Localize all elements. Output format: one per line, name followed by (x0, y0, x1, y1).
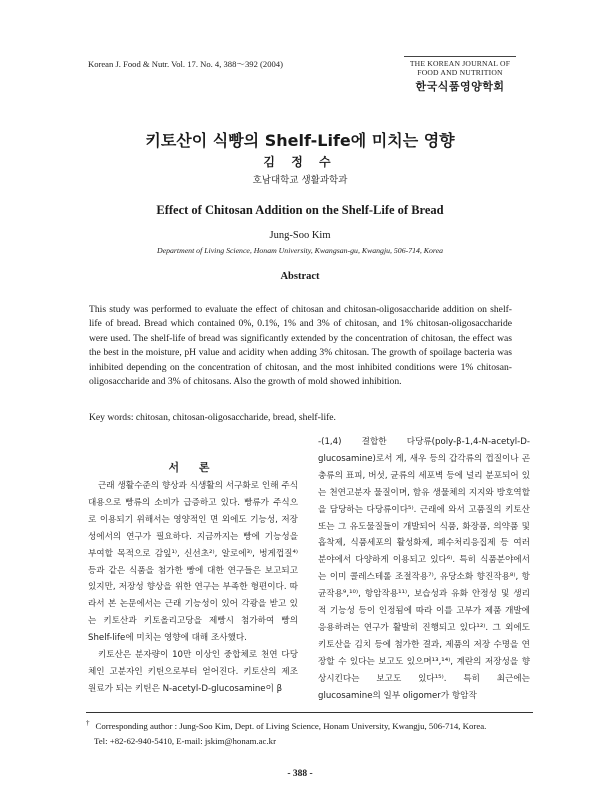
journal-citation: Korean J. Food & Nutr. Vol. 17. No. 4, 388～392 (2004) (88, 59, 283, 69)
author-korean: 김 정 수 (263, 155, 337, 169)
footnote-line-2: Tel: +82-62-940-5410, E-mail: jskim@honam.ac.kr (94, 735, 276, 746)
section-heading-introduction: 서 론 (168, 461, 218, 474)
right-column (318, 434, 530, 705)
intro-paragraph-2: 키토산은 분자량이 10만 이상인 중합체로 천연 다당체인 고분자인 키틴으로부터 얻어진다. 키토산의 제조 원료가 되는 키틴은 N-acetyl-D-glucosamine이 β (88, 650, 298, 694)
left-column (88, 460, 298, 698)
corresponding-author-footnote (86, 716, 533, 749)
abstract-body (89, 303, 512, 389)
journal-masthead (404, 56, 516, 94)
footnote-divider (86, 712, 533, 713)
affiliation-english: Department of Living Science, Honam University, Kwangsan-gu, Kwangju, 506-714, Korea (156, 246, 443, 255)
abstract-heading: Abstract (280, 271, 320, 282)
keywords: Key words: chitosan, chitosan-oligosaccharide, bread, shelf-life. (89, 412, 336, 423)
footnote-line-1: Corresponding author : Jung-Soo Kim, Dept. of Living Science, Honam University, Kwangju, 506-714, Korea. (95, 720, 487, 731)
page-number: - 388 - (287, 769, 313, 779)
dagger-mark: † (86, 719, 90, 727)
intro-paragraph-continued: -(1,4) 결합한 다당류(poly-β-1,4-N-acetyl-D-glucosamine)로서 게, 새우 등의 갑각류의 껍질이나 곤충류의 표피, 버섯, 균류의 세포벽 등에 널리 분포되어 있는 천연고분자 물질이며, 함유 생물체의 지지와 방호역할을 담당하는 다당류이다⁵⁾. 근래에 와서 고품질의 키토산 또는 그 유도물질들이 개발되어 식품, 화장품, 의약품 및 흡착제, 식품세포의 활성화제, 폐수처리응집제 등 여러 분야에서 다양하게 이용되고 있다⁶⁾. 특히 식품분야에서는 이미 콜레스테롤 조절작용⁷⁾, 유당소화 향진작용⁸⁾, 항균작용⁹,¹⁰⁾, 항암작용¹¹⁾, 보습성과 유화 안정성 및 생리적 기능성 등이 인정됨에 따라 이를 고부가 제품 개발에 응용하려는 연구가 활발히 진행되고 있다¹²⁾. 그 외에도 키토산을 김치 등에 첨가한 결과, 제품의 저장 수명을 연장할 수 있다는 보고도 있으며¹³,¹⁴⁾, 계란의 저장성을 향상시킨다는 보고도 있다¹⁵⁾. 특히 최근에는 glucosamine의 일부 oligomer가 항암작 (318, 437, 530, 701)
masthead-korean: 한국식품영양학회 (415, 80, 505, 93)
title-korean: 키토산이 식빵의 Shelf-Life에 미치는 영향 (145, 131, 455, 150)
masthead-line-2: FOOD AND NUTRITION (417, 68, 503, 77)
affiliation-korean: 호남대학교 생활과학과 (252, 175, 348, 186)
abstract-text: This study was performed to evaluate the effect of chitosan and chitosan-oligosaccharide addition on shelf-life of bread. Bread which contained 0%, 0.1%, 1% and 3% of chitosan, and 1% chitosan-oligosaccharide were used. The shelf-life of bread was significantly extended by the concentration of chitosan, the effect was the best in the moisture, pH value and acidity when adding 3% chitosan. The growth of spoilage bacteria was inhibited depending on the concentration of chitosan, and the most inhibited conditions were 1% chitosan-oligosaccharide and 3% of chitosans. Also the growth of mold showed inhibition. (89, 304, 512, 388)
author-english: Jung-Soo Kim (269, 230, 331, 241)
title-english: Effect of Chitosan Addition on the Shelf-Life of Bread (156, 203, 444, 217)
intro-paragraph-1: 근래 생활수준의 향상과 식생활의 서구화로 인해 주식 대용으로 빵류의 소비가 급증하고 있다. 빵류가 주식으로 이용되기 위해서는 영양적인 면 외에도 기능성, 저장성에서의 연구가 필요하다. 지금까지는 빵에 기능성을 부여할 목적으로 감잎¹⁾, 신선초²⁾, 알로에³⁾, 벙게껍질⁴⁾ 등과 같은 식품을 첨가한 빵에 대한 연구들은 보고되고 있지만, 저장성 향상을 위한 연구는 부족한 형편이다. 따라서 본 논문에서는 근래 기능성이 있어 각광을 받고 있는 키토산과 키토올리고당을 제빵시 첨가하여 빵의 Shelf-life에 미치는 영향에 대해 조사했다. (88, 481, 298, 644)
masthead-line-1: THE KOREAN JOURNAL OF (409, 59, 511, 68)
